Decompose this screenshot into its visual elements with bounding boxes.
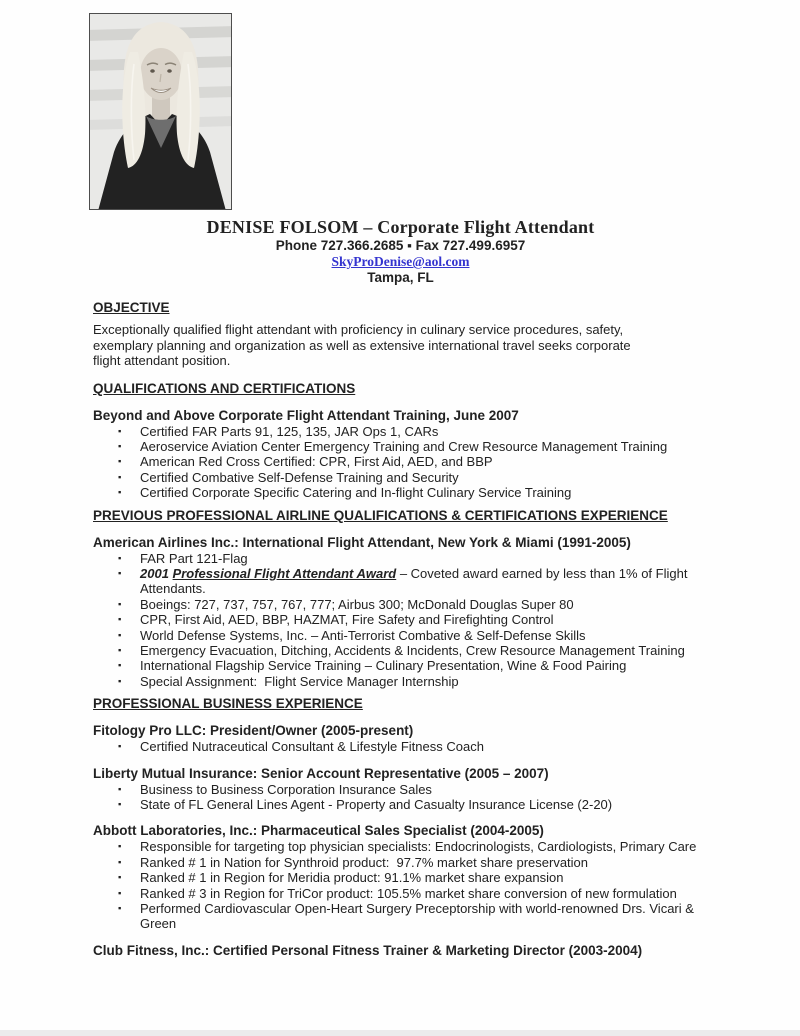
list-item [93, 470, 708, 485]
list-item [93, 658, 708, 673]
bullet-square-icon: ▪ [118, 440, 122, 452]
list-item [93, 870, 708, 885]
page-bottom-edge [0, 1030, 800, 1036]
bullet-square-icon: ▪ [118, 783, 122, 795]
list-item-award [93, 566, 708, 597]
bullet-text: Business to Business Corporation Insurance Sales [140, 781, 432, 797]
airline-experience-heading: PREVIOUS PROFESSIONAL AIRLINE QUALIFICATIONS & CERTIFICATIONS EXPERIENCE [93, 507, 668, 523]
list-item [93, 886, 708, 901]
bullet-text: FAR Part 121-Flag [140, 550, 248, 566]
job-entry [93, 723, 708, 754]
list-item [93, 439, 708, 454]
bullet-square-icon: ▪ [118, 629, 122, 641]
bullet-square-icon: ▪ [118, 456, 122, 468]
bullet-text: American Red Cross Certified: CPR, First Aid, AED, and BBP [140, 454, 493, 470]
job-title: Club Fitness, Inc.: Certified Personal Fitness Trainer & Marketing Director (2003-2004) [93, 942, 643, 958]
bullet-square-icon: ▪ [118, 598, 122, 610]
list-item [93, 597, 708, 612]
bullet-square-icon: ▪ [118, 425, 122, 437]
bullet-text: Special Assignment: Flight Service Manager Internship [140, 673, 459, 689]
bullet-text: Ranked # 1 in Nation for Synthroid product: 97.7% market share preservation [140, 854, 589, 870]
job-title: Abbott Laboratories, Inc.: Pharmaceutical Sales Specialist (2004-2005) [93, 823, 544, 839]
bullet-text: Responsible for targeting top physician specialists: Endocrinologists, Cardiologists, Primary Care [140, 839, 697, 855]
page-title: DENISE FOLSOM – Corporate Flight Attendant [206, 217, 595, 237]
list-item [93, 674, 708, 689]
list-item [93, 797, 708, 812]
list-item [93, 901, 708, 932]
job-title: Liberty Mutual Insurance: Senior Account Representative (2005 – 2007) [93, 765, 549, 781]
bullet-text: Emergency Evacuation, Ditching, Accidents & Incidents, Crew Resource Management Training [140, 642, 685, 658]
email-row [93, 254, 708, 269]
bullet-square-icon: ▪ [118, 741, 122, 753]
award-year: 2001 [140, 565, 173, 581]
job-entry [93, 943, 708, 959]
bullet-square-icon: ▪ [118, 567, 122, 579]
bullet-square-icon: ▪ [118, 903, 122, 915]
list-item [93, 643, 708, 658]
bullet-square-icon: ▪ [118, 887, 122, 899]
award-title: Professional Flight Attendant Award [172, 565, 397, 581]
bullet-text: Certified Combative Self-Defense Training and Security [140, 469, 459, 485]
bullet-text: Performed Cardiovascular Open-Heart Surgery Preceptorship with world-renowned Drs. Vicari & Green [140, 901, 698, 932]
american-airlines-title: American Airlines Inc.: International Flight Attendant, New York & Miami (1991-2005) [93, 534, 631, 550]
bullet-text: State of FL General Lines Agent - Property and Casualty Insurance License (2-20) [140, 797, 613, 812]
list-item [93, 454, 708, 469]
bullet-text: Ranked # 3 in Region for TriCor product: 105.5% market share conversion of new formulation [140, 885, 677, 901]
bullet-square-icon: ▪ [118, 841, 122, 853]
bullet-square-icon: ▪ [118, 872, 122, 884]
job-entry [93, 766, 708, 813]
bullet-square-icon: ▪ [118, 614, 122, 626]
job-title: Fitology Pro LLC: President/Owner (2005-present) [93, 723, 414, 739]
job-bullet-list [93, 839, 708, 931]
bullet-text: Ranked # 1 in Region for Meridia product: 91.1% market share expansion [140, 870, 564, 886]
airline-more-bullets [93, 597, 708, 689]
qualifications-heading: QUALIFICATIONS AND CERTIFICATIONS [93, 380, 356, 396]
bullet-text: Certified Corporate Specific Catering and In-flight Culinary Service Training [140, 485, 572, 501]
bullet-square-icon: ▪ [118, 644, 122, 656]
objective-heading: OBJECTIVE [93, 300, 170, 315]
job-list [93, 723, 708, 959]
bullet-text: Certified Nutraceutical Consultant & Lifestyle Fitness Coach [140, 739, 484, 755]
bullet-text: Boeings: 727, 737, 757, 767, 777; Airbus 300; McDonald Douglas Super 80 [140, 596, 574, 612]
objective-text: Exceptionally qualified flight attendant with proficiency in culinary service procedures, safety, exemplary planning and organization as well as extensive international travel seeks corporate flight attendant position. [93, 322, 631, 368]
list-item [93, 782, 708, 797]
award-description: – Coveted award earned by less than 1% of Flight Attendants. [140, 565, 691, 597]
bullet-square-icon: ▪ [118, 799, 122, 810]
portrait-photo-illustration [90, 14, 232, 210]
list-item [93, 612, 708, 627]
bullet-text: Aeroservice Aviation Center Emergency Training and Crew Resource Management Training [140, 438, 668, 454]
job-entry [93, 823, 708, 931]
bullet-text: World Defense Systems, Inc. – Anti-Terrorist Combative & Self-Defense Skills [140, 627, 586, 643]
qualifications-bullet-list [93, 424, 708, 501]
airline-bullet-list [93, 551, 708, 690]
bullet-square-icon: ▪ [118, 487, 122, 499]
job-bullet-list [93, 739, 708, 754]
bullet-text: CPR, First Aid, AED, BBP, HAZMAT, Fire Safety and Firefighting Control [140, 612, 554, 628]
bullet-square-icon: ▪ [118, 552, 122, 564]
list-item [93, 739, 708, 754]
resume-header [93, 218, 708, 286]
email-link[interactable]: SkyProDenise@aol.com [331, 254, 470, 269]
list-item [93, 424, 708, 439]
location-line: Tampa, FL [367, 270, 434, 285]
list-item [93, 551, 708, 566]
bullet-text: International Flagship Service Training – Culinary Presentation, Wine & Food Pairing [140, 658, 627, 674]
portrait-photo [89, 13, 232, 210]
training-title: Beyond and Above Corporate Flight Attendant Training, June 2007 [93, 407, 519, 423]
list-item [93, 855, 708, 870]
job-bullet-list [93, 782, 708, 813]
bullet-text: Certified FAR Parts 91, 125, 135, JAR Ops 1, CARs [140, 423, 439, 439]
business-experience-heading: PROFESSIONAL BUSINESS EXPERIENCE [93, 696, 363, 712]
award-bullet-text [140, 566, 690, 596]
phone-fax-line: Phone 727.366.2685 ▪ Fax 727.499.6957 [275, 238, 526, 253]
resume-body [93, 218, 708, 959]
list-item [93, 839, 708, 854]
list-item [93, 485, 708, 500]
bullet-square-icon: ▪ [118, 856, 122, 868]
bullet-square-icon: ▪ [118, 471, 122, 483]
bullet-square-icon: ▪ [118, 675, 122, 687]
bullet-square-icon: ▪ [118, 660, 122, 672]
list-item [93, 628, 708, 643]
